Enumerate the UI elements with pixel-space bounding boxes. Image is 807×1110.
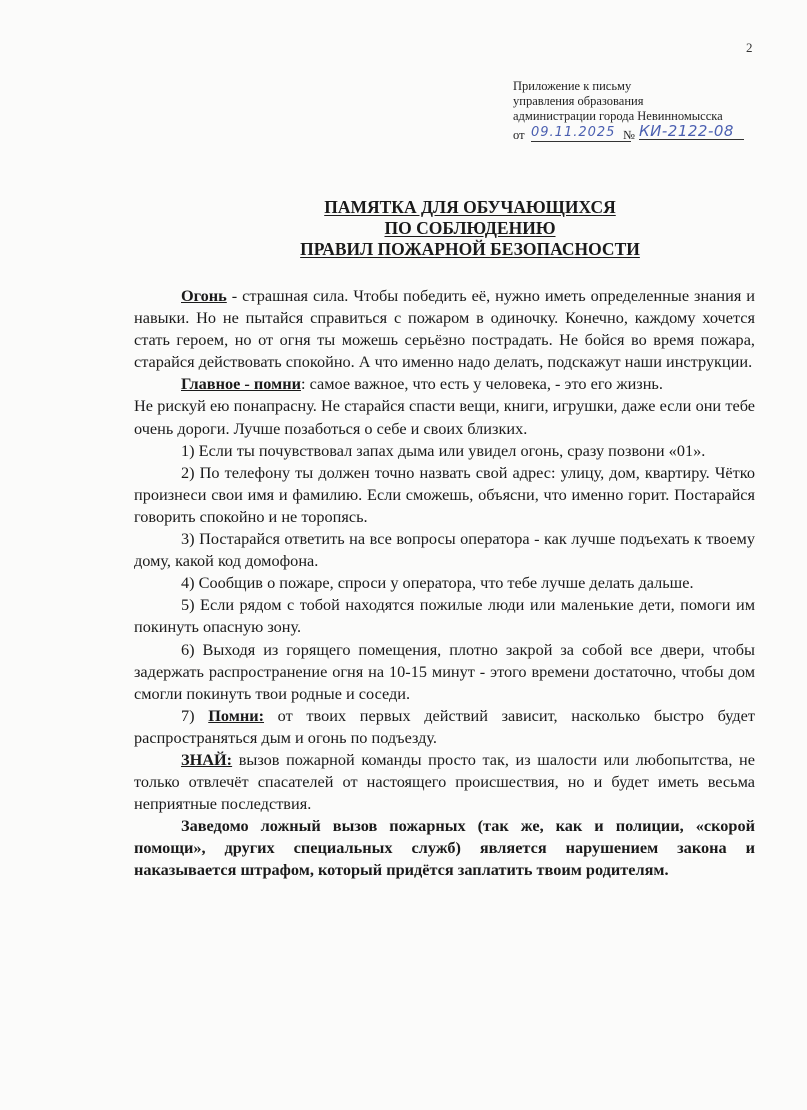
remember-lead: Помни: xyxy=(208,705,265,725)
page-number: 2 xyxy=(746,40,753,55)
instruction-item-7 xyxy=(134,705,755,749)
item-7-text: от твоих первых действий зависит, насколько быстро будет распространяться дым и огонь по подъезду. xyxy=(134,705,755,747)
handwritten-date: 09.11.2025 xyxy=(531,125,631,142)
instruction-item-1: 1) Если ты почувствовал запах дыма или увидел огонь, сразу позвони «01». xyxy=(181,440,706,460)
handwritten-number: КИ-2122-08 xyxy=(639,124,744,140)
appendix-block xyxy=(513,79,734,143)
instruction-item-6: 6) Выходя из горящего помещения, плотно закрой за собой все двери, чтобы задержать распространение огня на 10-15 минут - этого времени достаточно, чтобы дом смогли покинуть твои родные и соседи. xyxy=(134,639,755,703)
know-lead: ЗНАЙ: xyxy=(181,749,233,769)
item-7-prefix: 7) xyxy=(181,705,209,725)
appendix-line-3: администрации города Невинномысска xyxy=(513,109,723,123)
fire-text: - страшная сила. Чтобы победить её, нужно иметь определенные знания и навыки. Но не пытайся справиться с пожаром в одиночку. Конечно, каждому хочется стать героем, но от огня ты можешь серьёзно пострадать. Не бойся во время пожара, старайся действовать спокойно. А что именно надо делать, подскажут наши инструкции. xyxy=(134,286,755,372)
paragraph-warning: Заведомо ложный вызов пожарных (так же, как и полиции, «скорой помощи», других специальных служб) является нарушением закона и наказывается штрафом, который придётся заплатить твоим родителям. xyxy=(134,816,755,880)
instruction-item-2: 2) По телефону ты должен точно назвать свой адрес: улицу, дом, квартиру. Чётко произнеси свои имя и фамилию. Если сможешь, объясни, что именно горит. Постарайся говорить спокойно и не торопясь. xyxy=(134,462,755,526)
instruction-item-4: 4) Сообщив о пожаре, спроси у оператора, что тебе лучше делать дальше. xyxy=(181,573,694,593)
document-body xyxy=(134,285,755,882)
document-title xyxy=(180,197,760,260)
date-prefix: от xyxy=(513,128,525,142)
number-prefix: № xyxy=(623,128,635,142)
title-line-2: ПО СОБЛЮДЕНИЮ xyxy=(384,218,556,238)
appendix-line-1: Приложение к письму xyxy=(513,79,632,93)
title-line-1: ПАМЯТКА ДЛЯ ОБУЧАЮЩИХСЯ xyxy=(324,197,616,217)
instruction-item-3: 3) Постарайся ответить на все вопросы оператора - как лучше подъехать к твоему дому, какой код домофона. xyxy=(134,529,755,571)
main-text: : самое важное, что есть у человека, - это его жизнь. xyxy=(300,374,663,394)
title-line-3: ПРАВИЛ ПОЖАРНОЙ БЕЗОПАСНОСТИ xyxy=(300,239,640,259)
paragraph-main-continued: Не рискуй ею понапрасну. Не старайся спасти вещи, книги, игрушки, даже если они тебе очень дороги. Лучше позаботься о себе и своих близких. xyxy=(134,396,755,438)
paragraph-fire xyxy=(134,285,755,373)
paragraph-know xyxy=(134,749,755,815)
fire-lead: Огонь xyxy=(181,286,227,305)
main-lead: Главное - помни xyxy=(181,374,301,394)
paragraph-main xyxy=(134,373,755,395)
know-text: вызов пожарной команды просто так, из шалости или любопытства, не только отвлечёт спасателей от настоящего происшествия, но и будет иметь весьма неприятные последствия. xyxy=(134,749,755,814)
appendix-line-2: управления образования xyxy=(513,94,644,108)
instruction-item-5: 5) Если рядом с тобой находятся пожилые люди или маленькие дети, помоги им покинуть опасную зону. xyxy=(134,595,755,637)
appendix-reference-row xyxy=(513,122,734,143)
